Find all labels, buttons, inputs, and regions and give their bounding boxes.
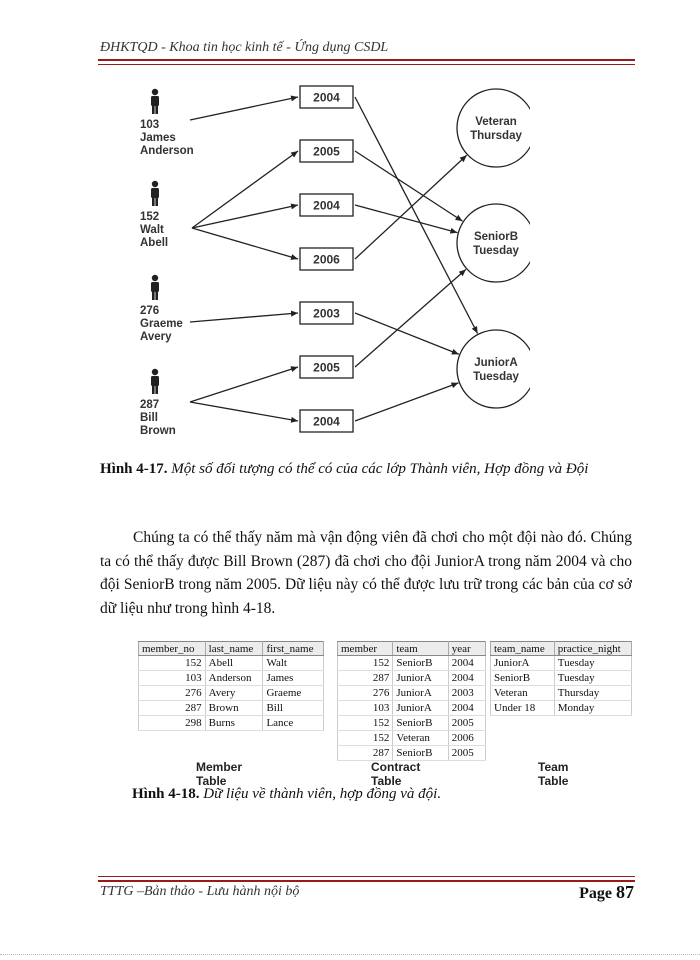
table-row xyxy=(338,716,486,731)
association-arrow xyxy=(355,269,466,367)
table-cell: Under 18 xyxy=(491,701,555,716)
table-cell: 276 xyxy=(338,686,393,701)
team-name: SeniorB xyxy=(473,231,519,243)
person-icon xyxy=(151,275,159,300)
table-cell: JuniorA xyxy=(393,671,448,686)
paragraph-text: Chúng ta có thể thấy năm mà vận động viên đã chơi cho một đội nào đó. Chúng ta có thể thấy được Bill Brown (287) đã chơi cho đội JuniorA trong năm 2004 và cho đội SeniorB trong năm 2005. Dữ liệu này có thể được lưu trữ trong các bản của cơ sở dữ liệu như trong hình 4-18. xyxy=(100,529,632,617)
figure-label: Hình 4-17. xyxy=(100,461,168,477)
member-label: Bill xyxy=(140,412,158,424)
member-label: Brown xyxy=(140,425,176,437)
table-row xyxy=(139,701,324,716)
table-row xyxy=(338,656,486,671)
contract-year: 2004 xyxy=(313,198,340,213)
table-cell: Abell xyxy=(205,656,263,671)
person-icon xyxy=(151,369,159,394)
team-day: Tuesday xyxy=(473,371,519,383)
member-table xyxy=(138,641,324,731)
member-label: 152 xyxy=(140,211,160,223)
contract-object xyxy=(300,248,353,270)
contract-year: 2004 xyxy=(313,90,340,105)
table-cell: 287 xyxy=(338,671,393,686)
table-cell: 152 xyxy=(338,656,393,671)
member-label: 287 xyxy=(140,399,160,411)
contract-year: 2006 xyxy=(313,252,340,267)
column-header: year xyxy=(448,642,485,656)
table-row xyxy=(491,671,632,686)
association-arrow xyxy=(355,383,458,421)
figure-4-18-caption xyxy=(132,786,441,803)
contract-object xyxy=(300,410,353,432)
table-cell: Brown xyxy=(205,701,263,716)
table-row xyxy=(491,686,632,701)
association-arrow xyxy=(190,313,298,322)
person-icon xyxy=(151,181,159,206)
table-cell: Bill xyxy=(263,701,324,716)
association-arrow xyxy=(190,97,298,120)
member-label: Abell xyxy=(140,237,169,249)
table-cell: 103 xyxy=(139,671,206,686)
member-object xyxy=(140,181,168,249)
association-arrow xyxy=(190,367,298,402)
association-arrow xyxy=(190,402,298,421)
table-cell: 152 xyxy=(139,656,206,671)
table-cell: 287 xyxy=(139,701,206,716)
page-header: ĐHKTQD - Khoa tin học kinh tế - Ứng dụng CSDL xyxy=(100,40,389,55)
team-table-caption: Team Table xyxy=(538,760,569,788)
table-cell: 152 xyxy=(338,731,393,746)
table-cell: Lance xyxy=(263,716,324,731)
table-row xyxy=(139,716,324,731)
table-cell: 287 xyxy=(338,746,393,761)
table-cell: 276 xyxy=(139,686,206,701)
table-cell: Veteran xyxy=(491,686,555,701)
member-label: Avery xyxy=(140,331,172,343)
figure-4-17-caption xyxy=(100,460,640,479)
table-cell: Tuesday xyxy=(554,671,631,686)
table-row xyxy=(491,701,632,716)
table-cell: JuniorA xyxy=(491,656,555,671)
team-day: Thursday xyxy=(470,130,522,142)
column-header: first_name xyxy=(263,642,324,656)
table-row xyxy=(139,656,324,671)
contract-object xyxy=(300,302,353,324)
table-cell: Graeme xyxy=(263,686,324,701)
page-number xyxy=(579,882,634,903)
contract-table xyxy=(337,641,486,761)
team-circle xyxy=(457,330,530,408)
contract-object xyxy=(300,86,353,108)
team-object xyxy=(457,89,530,167)
page-edge xyxy=(0,954,700,955)
contract-year: 2005 xyxy=(313,360,340,375)
table-cell: 103 xyxy=(338,701,393,716)
team-object xyxy=(457,330,530,408)
table-row xyxy=(338,701,486,716)
table-cell: Anderson xyxy=(205,671,263,686)
table-row xyxy=(139,671,324,686)
table-cell: SeniorB xyxy=(393,656,448,671)
association-arrow xyxy=(355,205,457,233)
table-row xyxy=(338,671,486,686)
column-header: member xyxy=(338,642,393,656)
table-row xyxy=(338,746,486,761)
column-header: team xyxy=(393,642,448,656)
member-table-caption: Member Table xyxy=(196,760,243,788)
table-row xyxy=(139,686,324,701)
member-object xyxy=(140,275,183,343)
table-cell: Monday xyxy=(554,701,631,716)
member-label: 276 xyxy=(140,305,160,317)
table-cell: 2005 xyxy=(448,746,485,761)
team-circle xyxy=(457,204,530,282)
body-paragraph xyxy=(100,526,632,620)
team-name: JuniorA xyxy=(474,357,518,369)
member-label: Anderson xyxy=(140,145,194,157)
team-name: Veteran xyxy=(475,116,517,128)
table-row xyxy=(338,686,486,701)
page-label: Page xyxy=(579,885,612,902)
member-label: Walt xyxy=(140,224,164,236)
table-cell: 2005 xyxy=(448,716,485,731)
table-cell: 2004 xyxy=(448,701,485,716)
table-cell: 298 xyxy=(139,716,206,731)
table-cell: James xyxy=(263,671,324,686)
table-cell: 2004 xyxy=(448,656,485,671)
object-diagram xyxy=(100,82,530,452)
figure-label: Hình 4-18. xyxy=(132,786,200,802)
footer-rule xyxy=(98,880,635,882)
table-cell: 152 xyxy=(338,716,393,731)
column-header: member_no xyxy=(139,642,206,656)
association-arrow xyxy=(355,313,459,354)
table-cell: JuniorA xyxy=(393,686,448,701)
team-table xyxy=(490,641,632,716)
column-header: practice_night xyxy=(554,642,631,656)
footer-rule-thin xyxy=(98,876,635,877)
member-object xyxy=(140,89,194,157)
table-cell: Walt xyxy=(263,656,324,671)
member-label: Graeme xyxy=(140,318,183,330)
footer-text: TTTG –Bản thảo - Lưu hành nội bộ xyxy=(100,884,300,899)
team-circle xyxy=(457,89,530,167)
association-arrow xyxy=(355,155,467,259)
table-cell: 2003 xyxy=(448,686,485,701)
association-arrow xyxy=(192,228,298,259)
team-object xyxy=(457,204,530,282)
contract-object xyxy=(300,194,353,216)
contract-object xyxy=(300,356,353,378)
table-row xyxy=(338,731,486,746)
figure-text: Dữ liệu về thành viên, hợp đồng và đội. xyxy=(203,786,442,802)
table-cell: Veteran xyxy=(393,731,448,746)
member-label: James xyxy=(140,132,176,144)
table-cell: JuniorA xyxy=(393,701,448,716)
table-cell: SeniorB xyxy=(393,716,448,731)
header-rule xyxy=(98,59,635,61)
figure-text: Một số đối tượng có thể có của các lớp Thành viên, Hợp đồng và Đội xyxy=(171,461,589,477)
contract-year: 2005 xyxy=(313,144,340,159)
column-header: team_name xyxy=(491,642,555,656)
table-cell: Avery xyxy=(205,686,263,701)
member-object xyxy=(140,369,176,437)
header-rule-thin xyxy=(98,64,635,65)
contract-year: 2003 xyxy=(313,306,340,321)
table-cell: SeniorB xyxy=(393,746,448,761)
contract-year: 2004 xyxy=(313,414,340,429)
table-cell: Tuesday xyxy=(554,656,631,671)
table-cell: Thursday xyxy=(554,686,631,701)
table-cell: 2006 xyxy=(448,731,485,746)
column-header: last_name xyxy=(205,642,263,656)
member-label: 103 xyxy=(140,119,160,131)
table-cell: Burns xyxy=(205,716,263,731)
table-cell: 2004 xyxy=(448,671,485,686)
table-row xyxy=(491,656,632,671)
table-cell: SeniorB xyxy=(491,671,555,686)
association-arrow xyxy=(355,151,463,221)
team-day: Tuesday xyxy=(473,245,519,257)
contract-table-caption: Contract Table xyxy=(371,760,421,788)
person-icon xyxy=(151,89,159,114)
page-number-value: 87 xyxy=(616,882,634,902)
contract-object xyxy=(300,140,353,162)
